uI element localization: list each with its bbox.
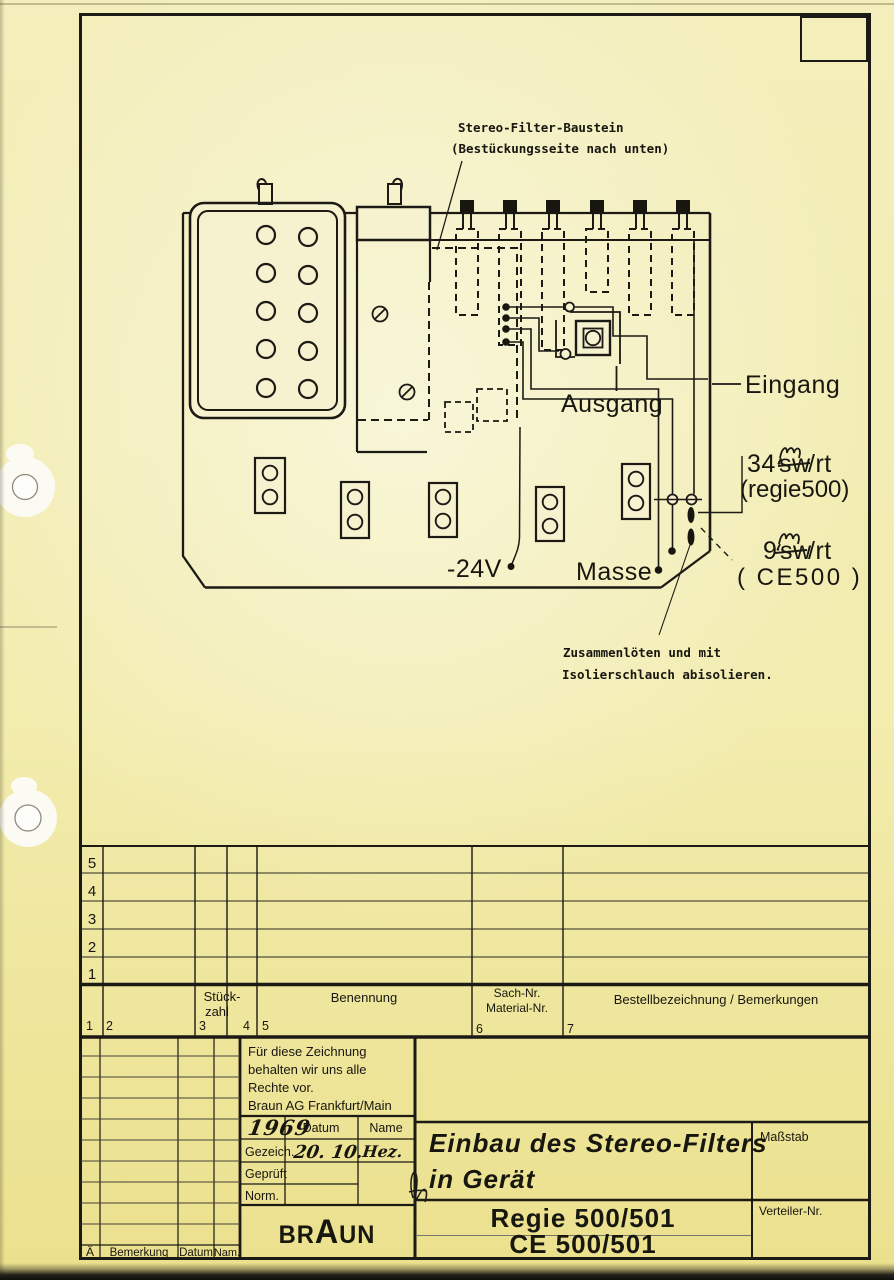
wire9-prefix: 9 <box>763 537 778 565</box>
solder-blob <box>688 507 695 523</box>
connector-pair <box>536 487 564 541</box>
revision-col-a: Ä <box>85 1245 95 1259</box>
header-sachnr: Sach-Nr. <box>493 986 541 1000</box>
row-gezeich-label: Gezeich. <box>245 1145 295 1159</box>
solder-note-line1: Zusammenlöten und mit <box>563 645 722 660</box>
product-line2: CE 500/501 <box>509 1229 657 1259</box>
minus24v-dot <box>508 563 515 570</box>
svg-text:BRAUN: BRAUN <box>278 1213 376 1252</box>
solder-note-leader <box>659 545 690 635</box>
revision-table <box>81 1037 240 1259</box>
svg-text:20. 10.: 20. 10. <box>292 1142 365 1163</box>
cover-module <box>190 203 345 418</box>
column-number: 6 <box>476 1022 483 1036</box>
capacitor <box>456 200 478 315</box>
wire9-device: ( CE500 ) <box>737 564 863 591</box>
wire-loop-ring <box>565 303 574 312</box>
mounting-pin-right <box>388 179 402 204</box>
parts-table-grid <box>81 846 869 1037</box>
wire-loop-ring <box>561 349 571 359</box>
label-masse: Masse <box>576 558 653 586</box>
wire34-suffix: /rt <box>808 450 832 478</box>
label-minus24v: -24V <box>447 555 502 583</box>
filter-note-line2: (Bestückungsseite nach unten) <box>451 141 670 156</box>
col-header-name: Name <box>369 1121 403 1135</box>
signature-scribble <box>409 1172 427 1202</box>
product-line1: Regie 500/501 <box>490 1203 676 1233</box>
paper-left-edge-shadow <box>0 0 5 1280</box>
header-benennung: Benennung <box>330 990 398 1005</box>
revision-col-nam: Nam. <box>213 1247 241 1259</box>
svg-text:Rechte vor.: Rechte vor. <box>248 1080 314 1095</box>
column-number: 7 <box>567 1022 574 1036</box>
connector-pair <box>622 464 650 519</box>
wire34-label <box>740 448 849 503</box>
revision-col-datum: Datum <box>179 1247 213 1259</box>
svg-text:1969: 1969 <box>246 1115 313 1140</box>
parts-row-number: 3 <box>87 911 97 928</box>
svg-text:zahl: zahl <box>205 1004 229 1019</box>
column-number: 4 <box>243 1019 250 1033</box>
svg-text:Hez.: Hez. <box>361 1142 404 1161</box>
sheet-frame <box>0 4 894 1259</box>
header-bestellbezeichnung: Bestellbezeichnung / Bemerkungen <box>613 992 819 1007</box>
punch-hole-top <box>0 444 55 517</box>
column-number: 1 <box>86 1019 93 1033</box>
parts-row-number: 1 <box>87 966 97 983</box>
connector-pair <box>341 482 369 538</box>
drawing-title-line2: in Gerät <box>429 1164 536 1194</box>
punch-hole-bottom <box>0 777 57 847</box>
solder-dot <box>668 547 676 555</box>
wire34-struck-text: sw <box>779 450 811 478</box>
connector-pair <box>429 483 457 537</box>
solder-note-line2: Isolierschlauch abisolieren. <box>562 667 773 682</box>
wire34-device: (regie500) <box>740 476 850 503</box>
drawing-title-line1: Einbau des Stereo-Filters <box>429 1128 768 1158</box>
border-frame <box>81 15 870 1259</box>
braun-logo <box>279 1213 376 1251</box>
connector-pair <box>255 458 285 513</box>
corner-box <box>801 17 867 61</box>
label-eingang: Eingang <box>745 371 841 399</box>
col-header-datum: Datum <box>302 1121 340 1135</box>
title-block <box>240 1037 869 1259</box>
column-number: 3 <box>199 1019 206 1033</box>
connector-pairs <box>255 458 650 541</box>
filter-note-line1: Stereo-Filter-Baustein <box>458 120 624 135</box>
gezeich-name-handwritten <box>361 1142 404 1161</box>
wire9-suffix: /rt <box>808 537 832 565</box>
parts-row-number: 5 <box>87 855 97 872</box>
svg-text:Für diese Zeichnung: Für diese Zeichnung <box>248 1044 367 1059</box>
rights-notice <box>248 1044 392 1113</box>
solder-blob <box>688 529 695 546</box>
parts-row-number: 4 <box>87 883 97 900</box>
column-number: 2 <box>106 1019 113 1033</box>
installation-drawing <box>183 120 862 682</box>
svg-text:Material-Nr.: Material-Nr. <box>485 1001 549 1015</box>
wire34-leader <box>698 456 742 513</box>
note-leader-line <box>437 161 462 250</box>
svg-text:Braun AG Frankfurt/Main: Braun AG Frankfurt/Main <box>248 1098 392 1113</box>
parts-row-number: 2 <box>87 939 97 956</box>
label-verteiler: Verteiler-Nr. <box>759 1204 823 1218</box>
row-geprueft-label: Geprüft <box>245 1167 287 1181</box>
header-stueckzahl: Stück- <box>203 989 241 1004</box>
screw-icon <box>373 307 388 322</box>
revision-col-bemerkung: Bemerkung <box>109 1247 169 1259</box>
bracket-module <box>357 207 430 452</box>
screw-icon <box>400 385 415 400</box>
row-norm-label: Norm. <box>245 1189 280 1203</box>
label-masstab: Maßstab <box>760 1130 809 1144</box>
parts-table <box>81 846 869 1037</box>
paper-bottom-edge-shadow <box>0 1263 894 1280</box>
label-ausgang: Ausgang <box>561 390 664 418</box>
masse-dot <box>655 566 663 574</box>
column-number: 5 <box>262 1019 269 1033</box>
svg-text:behalten wir uns alle: behalten wir uns alle <box>248 1062 367 1077</box>
capacitor <box>672 200 694 315</box>
revision-table-grid <box>81 1037 240 1258</box>
mounting-pin-left <box>258 179 272 204</box>
wire9-label <box>737 534 862 591</box>
wire9-struck-text: sw <box>780 537 812 565</box>
wire34-prefix: 34 <box>747 450 776 478</box>
gezeich-datum-handwritten <box>291 1142 365 1163</box>
capacitor <box>629 200 651 315</box>
capacitor <box>542 200 564 350</box>
